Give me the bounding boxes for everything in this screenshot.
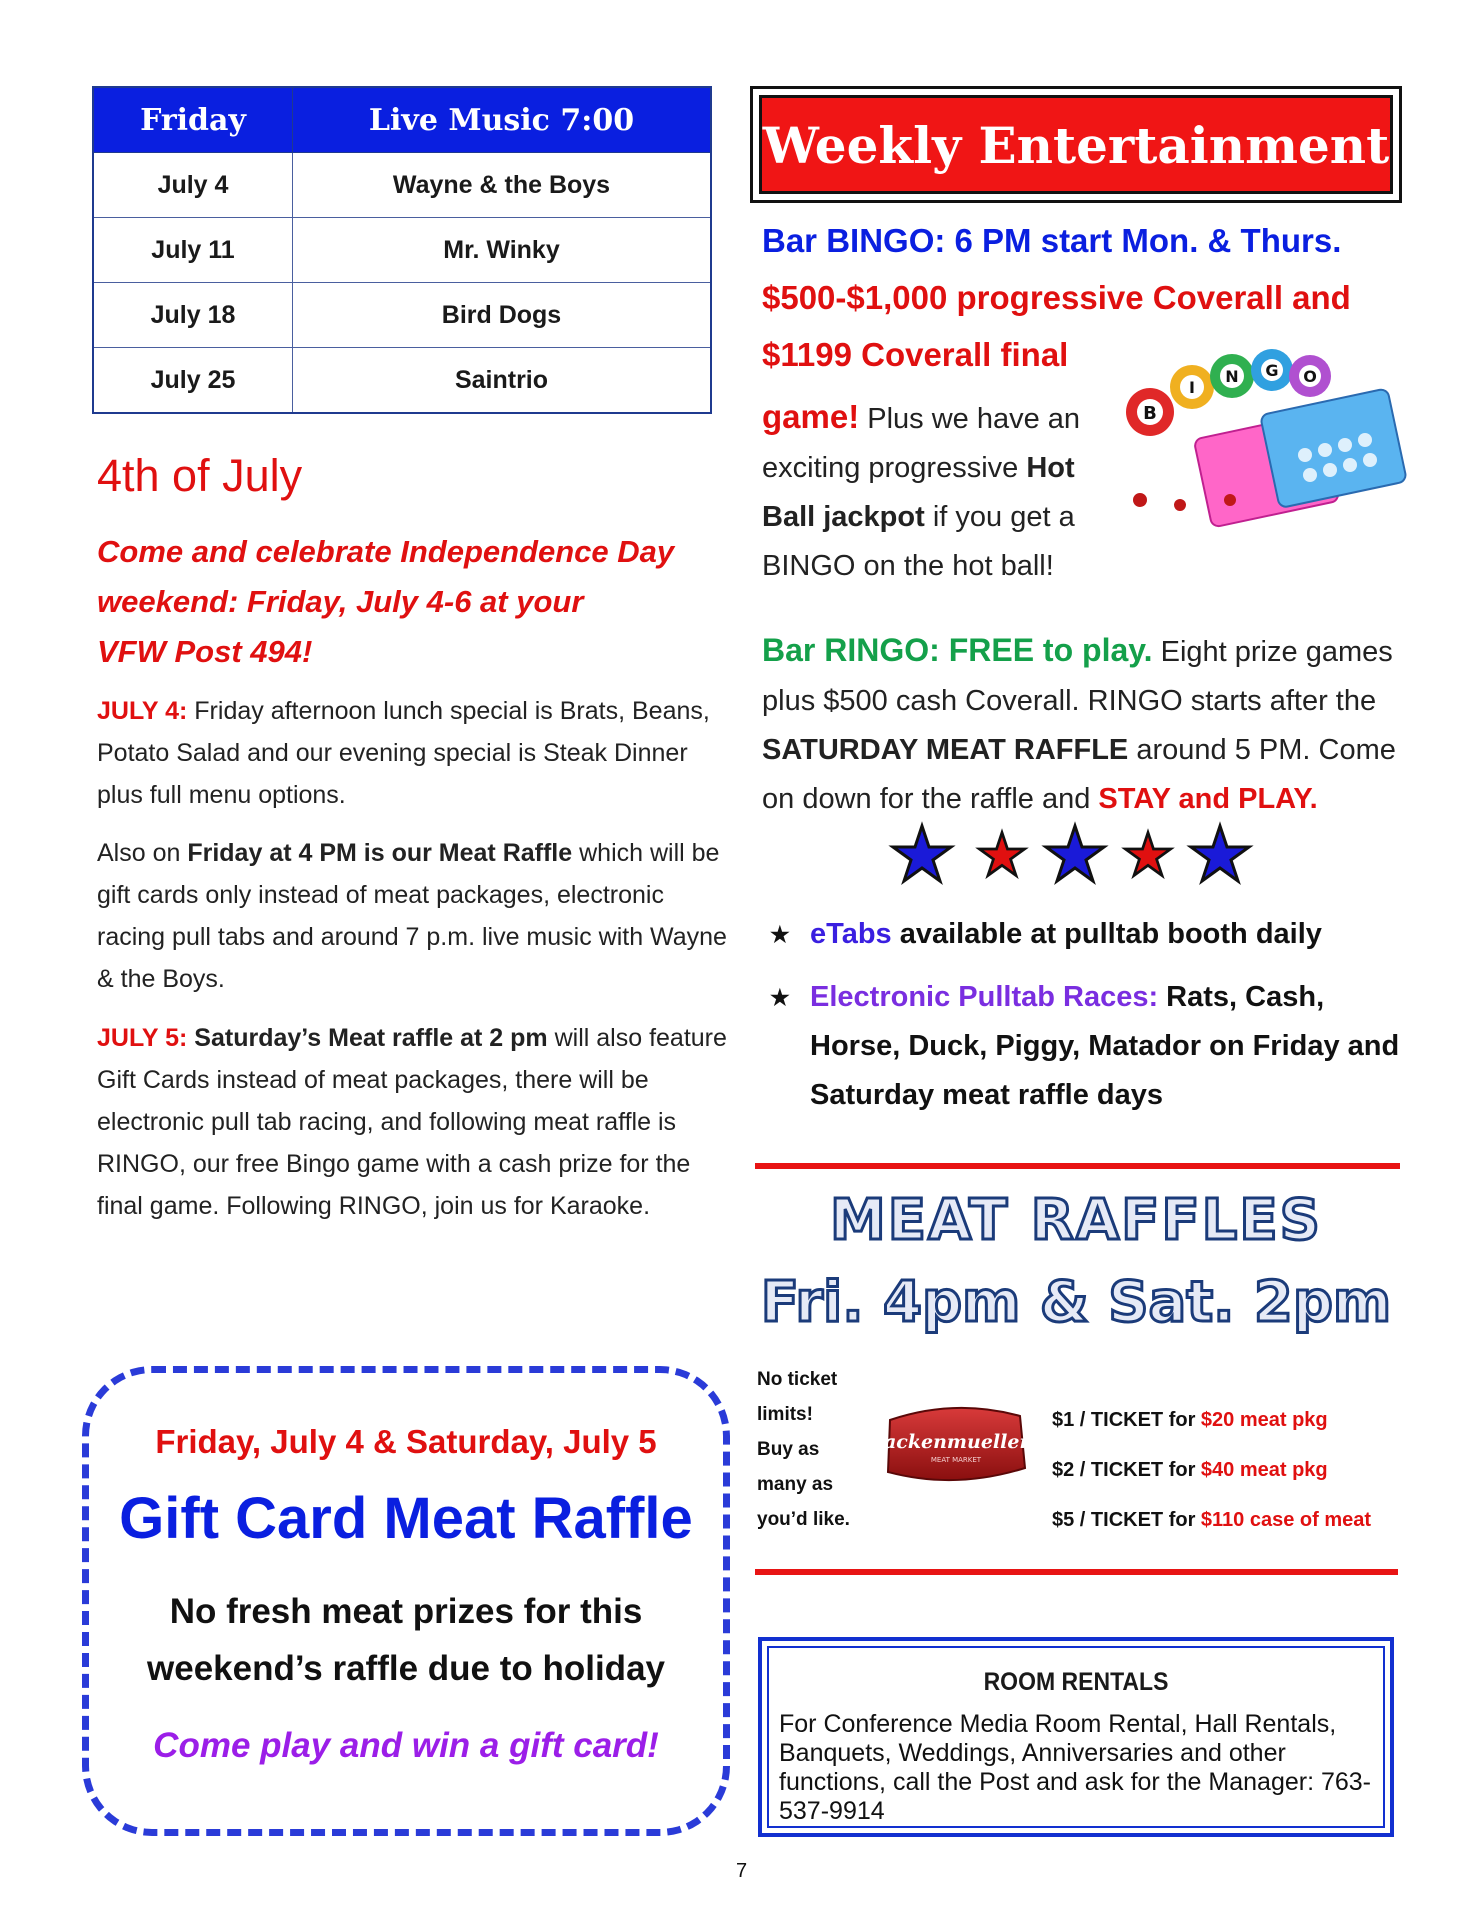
room-rentals-box: [758, 1637, 1394, 1837]
no-ticket-line: you’d like.: [757, 1509, 850, 1530]
ringo-bold: SATURDAY MEAT RAFFLE: [762, 734, 1129, 766]
bingo-balls-image: [1120, 340, 1410, 515]
room-rentals-body: For Conference Media Room Rental, Hall Rentals, Banquets, Weddings, Anniversaries and other functions, call the Post and ask for the Manager: 763-537-9914: [779, 1710, 1372, 1825]
table-row: [93, 153, 711, 218]
stay-and-play: STAY and PLAY.: [1098, 783, 1318, 815]
star-icon: [1125, 833, 1170, 876]
july4-label: JULY 4:: [97, 697, 188, 725]
room-rentals-inner: [767, 1646, 1385, 1828]
table-header-friday: Friday: [93, 87, 293, 153]
hackenmuellers-logo: [866, 1398, 1046, 1490]
decorative-stars: [890, 818, 1250, 888]
celebrate-text: [97, 527, 697, 677]
table-cell-date: July 25: [93, 348, 293, 414]
etabs-label: eTabs: [810, 918, 892, 950]
meat-raffles-title: MEAT RAFFLES: [830, 1188, 1322, 1253]
ticket-prices: [1052, 1395, 1371, 1545]
july4-paragraph: [97, 690, 727, 816]
logo-text: Hackenmueller's: [866, 1431, 1046, 1453]
bullet-text: Rats, Cash, Horse, Duck, Piggy, Matador on Friday and Saturday meat raffle days: [810, 981, 1400, 1111]
july4-text: Friday afternoon lunch special is Brats, Beans, Potato Salad and our evening special is Steak Dinner plus full menu options.: [97, 697, 710, 809]
gift-cta: Come play and win a gift card!: [153, 1726, 659, 1765]
table-cell-band: Wayne & the Boys: [293, 153, 712, 218]
meat-raffle-paragraph: [97, 832, 727, 1000]
ringo-text: around 5 PM. Come on down for the raffle and: [762, 734, 1396, 815]
table-cell-band: Saintrio: [293, 348, 712, 414]
july5-label: JULY 5:: [97, 1024, 188, 1052]
bingo-ball-letter: B: [1143, 403, 1157, 424]
table-row: [93, 218, 711, 283]
celebrate-line: weekend: Friday, July 4-6 at your: [97, 584, 584, 619]
paragraph-bold: Friday at 4 PM is our Meat Raffle: [187, 839, 573, 867]
paragraph-bold: Saturday’s Meat raffle at 2 pm: [187, 1024, 548, 1052]
celebrate-line: Come and celebrate Independence Day: [97, 534, 675, 569]
bingo-ball-letter: G: [1265, 361, 1279, 380]
star-icon: [1046, 826, 1104, 881]
gift-card-raffle-box: [82, 1366, 730, 1836]
table-cell-date: July 18: [93, 283, 293, 348]
pulltab-bullets: [770, 910, 1410, 1134]
table-cell-band: Mr. Winky: [293, 218, 712, 283]
table-row: [93, 283, 711, 348]
price-row: [1052, 1445, 1371, 1495]
no-ticket-line: many as: [757, 1474, 834, 1495]
price-label: $5 / TICKET for: [1052, 1509, 1201, 1531]
gift-note-line: No fresh meat prizes for this: [169, 1592, 643, 1631]
bingo-coverall: $500-$1,000 progressive Coverall and: [762, 279, 1351, 316]
bingo-headline: Bar BINGO: 6 PM start Mon. & Thurs.: [762, 222, 1342, 259]
gift-dates: Friday, July 4 & Saturday, July 5: [155, 1423, 657, 1460]
july5-paragraph: [97, 1017, 727, 1227]
ringo-paragraph: [762, 626, 1422, 824]
list-item: [770, 910, 1410, 959]
price-prize: $40 meat pkg: [1200, 1459, 1328, 1481]
paragraph-text: which will be gift cards only instead of meat packages, electronic racing pull tabs and around 7 p.m. live music with Wayne & the Boys.: [97, 839, 727, 993]
gift-note: [89, 1583, 723, 1697]
price-row: [1052, 1395, 1371, 1445]
gift-title: Gift Card Meat Raffle: [119, 1486, 693, 1551]
meat-raffles-times: Fri. 4pm & Sat. 2pm: [760, 1270, 1392, 1335]
price-prize: $110 case of meat: [1200, 1509, 1372, 1531]
divider: [755, 1163, 1400, 1169]
divider: [755, 1569, 1398, 1575]
ringo-text: Eight prize games plus $500 cash Coverall. RINGO starts after the: [762, 636, 1393, 717]
paragraph-text: will also feature Gift Cards instead of meat packages, there will be electronic pull tab racing, and following meat raffle is RINGO, our free Bingo game with a cash prize for the final game. Following RINGO, join us for Karaoke.: [97, 1024, 727, 1220]
gift-note-line: weekend’s raffle due to holiday: [147, 1649, 665, 1688]
table-row: [93, 348, 711, 414]
bingo-final: $1199 Coverall final: [762, 336, 1069, 373]
star-icon: [979, 833, 1024, 876]
banner-title: Weekly Entertainment: [762, 116, 1390, 175]
banner-inner: [759, 95, 1393, 194]
no-ticket-line: Buy as: [757, 1439, 820, 1460]
price-label: $2 / TICKET for: [1052, 1459, 1201, 1481]
price-label: $1 / TICKET for: [1052, 1409, 1201, 1431]
bingo-ball-letter: I: [1189, 378, 1195, 397]
price-prize: $20 meat pkg: [1200, 1409, 1328, 1431]
races-label: Electronic Pulltab Races:: [810, 981, 1159, 1013]
bullet-star-icon: ★: [770, 922, 790, 947]
weekly-entertainment-banner: [750, 86, 1402, 203]
bingo-game: game!: [762, 398, 860, 435]
list-item: [770, 973, 1410, 1120]
paragraph-text: Also on: [97, 839, 188, 867]
bullet-star-icon: ★: [770, 985, 790, 1010]
live-music-table: [92, 86, 712, 414]
logo-subtext: MEAT MARKET: [930, 1456, 982, 1464]
no-ticket-line: No ticket: [757, 1369, 838, 1390]
ringo-lead: Bar RINGO: FREE to play.: [762, 632, 1153, 668]
star-icon: [1191, 826, 1249, 881]
table-header-live-music: Live Music 7:00: [293, 87, 712, 153]
bullet-text: available at pulltab booth daily: [891, 918, 1322, 950]
hot-ball-text: Hot Ball jackpot: [762, 452, 1075, 533]
star-icon: [893, 826, 951, 881]
bingo-ball-letter: N: [1225, 367, 1239, 386]
fourth-of-july-heading: 4th of July: [97, 450, 303, 501]
bingo-ball-letter: O: [1303, 367, 1317, 386]
bingo-body-text: if you get a BINGO on the hot ball!: [762, 501, 1075, 582]
celebrate-line: VFW Post 494!: [97, 634, 313, 669]
bingo-body-text: Plus we have an exciting progressive: [762, 403, 1081, 484]
page-number: 7: [736, 1860, 748, 1882]
room-rentals-title: ROOM RENTALS: [983, 1668, 1169, 1696]
table-cell-date: July 11: [93, 218, 293, 283]
table-cell-band: Bird Dogs: [293, 283, 712, 348]
price-row: [1052, 1495, 1371, 1545]
bingo-body: [762, 392, 1112, 591]
table-cell-date: July 4: [93, 153, 293, 218]
no-ticket-line: limits!: [757, 1404, 813, 1425]
